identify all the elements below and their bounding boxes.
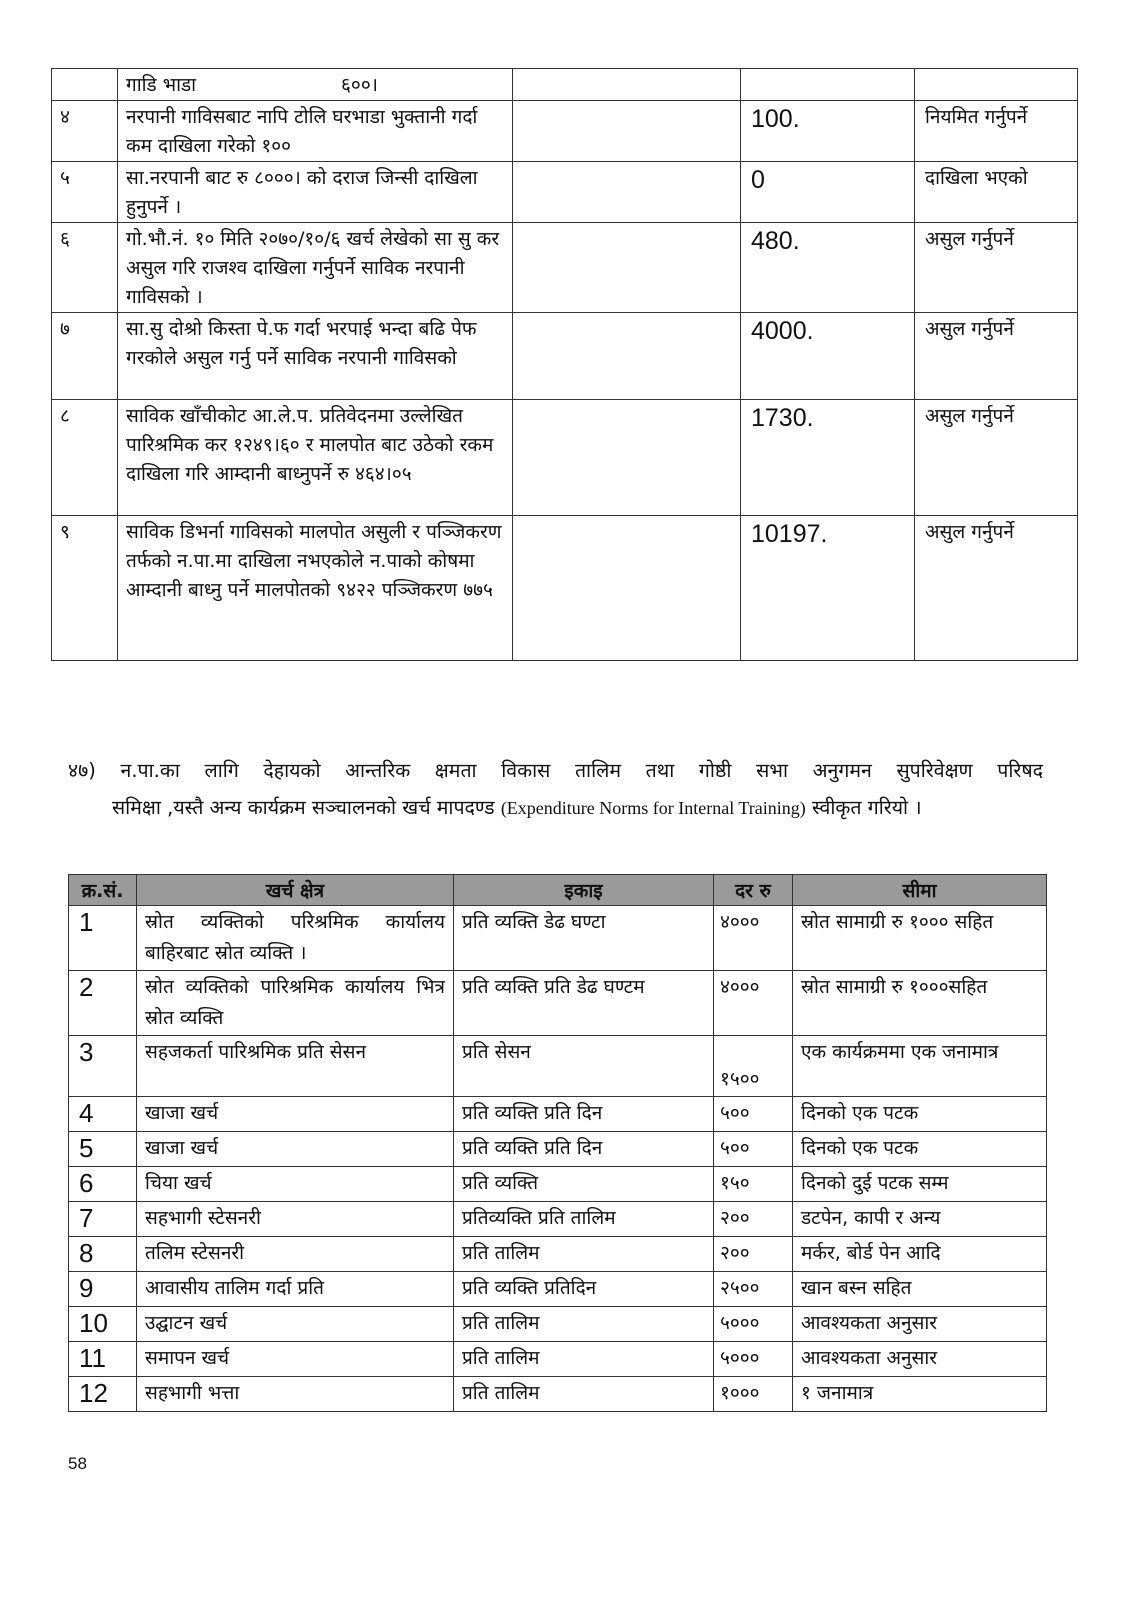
table-row	[69, 971, 1047, 1036]
finding-description: सा.नरपानी बाट रु ८०००। को दराज जिन्सी दाखिला हुनुपर्ने ।	[118, 162, 513, 223]
rate: ५०००	[714, 1342, 793, 1377]
expense-area: खाजा खर्च	[137, 1097, 454, 1132]
header-unit: इकाइ	[454, 875, 714, 906]
blank-cell	[513, 69, 741, 101]
rate: ५००	[714, 1132, 793, 1167]
expense-area: आवासीय तालिम गर्दा प्रति	[137, 1272, 454, 1307]
remark-cell: असुल गर्नुपर्ने	[915, 400, 1078, 516]
remark-cell: नियमित गर्नुपर्ने	[915, 101, 1078, 162]
rate: १५००	[714, 1036, 793, 1097]
expense-area: समापन खर्च	[137, 1342, 454, 1377]
header-expense-area: खर्च क्षेत्र	[137, 875, 454, 906]
serial-number: 9	[69, 1272, 137, 1307]
serial-number: 12	[69, 1377, 137, 1412]
serial-number: 3	[69, 1036, 137, 1097]
unit: प्रति व्यक्ति डेढ घण्टा	[454, 906, 714, 971]
serial-number: 1	[69, 906, 137, 971]
unit: प्रति तालिम	[454, 1342, 714, 1377]
row-number: ४	[52, 101, 118, 162]
blank-cell	[513, 516, 741, 661]
unit: प्रति तालिम	[454, 1237, 714, 1272]
expense-area: चिया खर्च	[137, 1167, 454, 1202]
remark-cell: दाखिला भएको	[915, 162, 1078, 223]
row-number	[52, 69, 118, 101]
table-row	[69, 1132, 1047, 1167]
expense-area: सहजकर्ता पारिश्रमिक प्रति सेसन	[137, 1036, 454, 1097]
amount-cell: 10197.	[741, 516, 915, 661]
limit: दिनको दुई पटक सम्म	[793, 1167, 1047, 1202]
unit: प्रति व्यक्ति प्रतिदिन	[454, 1272, 714, 1307]
expense-area: उद्घाटन खर्च	[137, 1307, 454, 1342]
amount-cell: 100.	[741, 101, 915, 162]
unit: प्रति तालिम	[454, 1377, 714, 1412]
amount-cell: 0	[741, 162, 915, 223]
limit: डटपेन, कापी र अन्य	[793, 1202, 1047, 1237]
rate: ४०००	[714, 971, 793, 1036]
table-row	[69, 906, 1047, 971]
unit: प्रति सेसन	[454, 1036, 714, 1097]
table-row	[52, 162, 1078, 223]
unit: प्रति व्यक्ति प्रति दिन	[454, 1097, 714, 1132]
table-row	[69, 1237, 1047, 1272]
table-row	[69, 1272, 1047, 1307]
audit-findings-table	[51, 68, 1078, 661]
finding-description: साविक डिभर्ना गाविसको मालपोत असुली र पञ्जिकरण तर्फको न.पा.मा दाखिला नभएकोले न.पाको कोषमा आम्दानी बाध्नु पर्ने मालपोतको ९४२२ पञ्जिकरण ७७५	[118, 516, 513, 661]
table-row	[52, 69, 1078, 101]
header-rate: दर रु	[714, 875, 793, 906]
table-row	[52, 223, 1078, 313]
blank-cell	[513, 313, 741, 400]
amount-cell: 480.	[741, 223, 915, 313]
table-row	[69, 1377, 1047, 1412]
rate: २५००	[714, 1272, 793, 1307]
row-number: ८	[52, 400, 118, 516]
blank-cell	[513, 400, 741, 516]
blank-cell	[513, 101, 741, 162]
serial-number: 5	[69, 1132, 137, 1167]
rate: ४०००	[714, 906, 793, 971]
serial-number: 4	[69, 1097, 137, 1132]
remark-cell: असुल गर्नुपर्ने	[915, 313, 1078, 400]
blank-cell	[513, 223, 741, 313]
limit: मर्कर, बोर्ड पेन आदि	[793, 1237, 1047, 1272]
amount-cell	[741, 69, 915, 101]
expense-area: स्रोत व्यक्तिको परिश्रमिक कार्यालय बाहिरबाट स्रोत व्यक्ति ।	[137, 906, 454, 971]
table-row	[69, 1307, 1047, 1342]
remark-cell	[915, 69, 1078, 101]
finding-description: सा.सु दोश्रो किस्ता पे.फ गर्दा भरपाई भन्दा बढि पेफ गरकोले असुल गर्नु पर्ने साविक नरपानी गाविसको	[118, 313, 513, 400]
limit: आवश्यकता अनुसार	[793, 1307, 1047, 1342]
row-number: ६	[52, 223, 118, 313]
rate: १०००	[714, 1377, 793, 1412]
serial-number: 2	[69, 971, 137, 1036]
amount-cell: 1730.	[741, 400, 915, 516]
paragraph-text: समिक्षा ,यस्तै अन्य कार्यक्रम सञ्चालनको खर्च मापदण्ड	[112, 796, 501, 819]
limit: आवश्यकता अनुसार	[793, 1342, 1047, 1377]
finding-description: गो.भौ.नं. १० मिति २०७०/१०/६ खर्च लेखेको सा सु कर असुल गरि राजश्व दाखिला गर्नुपर्ने साविक नरपानी गाविसको ।	[118, 223, 513, 313]
limit: स्रोत सामाग्री रु १००० सहित	[793, 906, 1047, 971]
limit: दिनको एक पटक	[793, 1132, 1047, 1167]
table-row	[69, 1202, 1047, 1237]
table-header-row	[69, 875, 1047, 906]
paragraph-continuation	[68, 789, 1043, 827]
blank-cell	[513, 162, 741, 223]
table-row	[69, 1036, 1047, 1097]
header-sn: क्र.सं.	[69, 875, 137, 906]
rate: २००	[714, 1202, 793, 1237]
table-row	[52, 400, 1078, 516]
unit: प्रति व्यक्ति	[454, 1167, 714, 1202]
unit: प्रति तालिम	[454, 1307, 714, 1342]
limit: एक कार्यक्रममा एक जनामात्र	[793, 1036, 1047, 1097]
limit: १ जनामात्र	[793, 1377, 1047, 1412]
row-number: ५	[52, 162, 118, 223]
serial-number: 7	[69, 1202, 137, 1237]
expense-area: स्रोत व्यक्तिको पारिश्रमिक कार्यालय भित्र स्रोत व्यक्ति	[137, 971, 454, 1036]
finding-description: नरपानी गाविसबाट नापि टोलि घरभाडा भुक्तानी गर्दा कम दाखिला गरेको १००	[118, 101, 513, 162]
rate: ५००	[714, 1097, 793, 1132]
header-limit: सीमा	[793, 875, 1047, 906]
expense-area: सहभागी भत्ता	[137, 1377, 454, 1412]
paragraph-line-1: ४७) न.पा.का लागि देहायको आन्तरिक क्षमता विकास तालिम तथा गोष्ठी सभा अनुगमन सुपरिवेक्षण परिषद	[68, 759, 1043, 782]
table-row	[52, 313, 1078, 400]
remark-cell: असुल गर्नुपर्ने	[915, 223, 1078, 313]
expense-area: खाजा खर्च	[137, 1132, 454, 1167]
page-number: 58	[68, 1454, 87, 1473]
unit: प्रति व्यक्ति प्रति दिन	[454, 1132, 714, 1167]
row-number: ७	[52, 313, 118, 400]
remark-cell: असुल गर्नुपर्ने	[915, 516, 1078, 661]
table-row	[69, 1097, 1047, 1132]
finding-description: गाडि भाडा ६००।	[118, 69, 513, 101]
table-row	[69, 1342, 1047, 1377]
table-row	[52, 101, 1078, 162]
expense-area: सहभागी स्टेसनरी	[137, 1202, 454, 1237]
unit: प्रति व्यक्ति प्रति डेढ घण्टम	[454, 971, 714, 1036]
resolution-paragraph	[68, 752, 1043, 827]
rate: २००	[714, 1237, 793, 1272]
finding-description: साविक खाँचीकोट आ.ले.प. प्रतिवेदनमा उल्लेखित पारिश्रमिक कर १२४९।६० र मालपोत बाट उठेको रकम दाखिला गरि आम्दानी बाध्नुपर्ने रु ४६४।०५	[118, 400, 513, 516]
expenditure-norms-table	[68, 874, 1047, 1412]
amount-cell: 4000.	[741, 313, 915, 400]
serial-number: 6	[69, 1167, 137, 1202]
paragraph-english-term: (Expenditure Norms for Internal Training)	[500, 798, 806, 818]
limit: दिनको एक पटक	[793, 1097, 1047, 1132]
rate: १५०	[714, 1167, 793, 1202]
unit: प्रतिव्यक्ति प्रति तालिम	[454, 1202, 714, 1237]
row-number: ९	[52, 516, 118, 661]
limit: स्रोत सामाग्री रु १०००सहित	[793, 971, 1047, 1036]
table-row	[52, 516, 1078, 661]
paragraph-text-end: स्वीकृत गरियो ।	[805, 796, 922, 819]
serial-number: 8	[69, 1237, 137, 1272]
serial-number: 10	[69, 1307, 137, 1342]
expense-area: तलिम स्टेसनरी	[137, 1237, 454, 1272]
rate: ५०००	[714, 1307, 793, 1342]
limit: खान बस्न सहित	[793, 1272, 1047, 1307]
serial-number: 11	[69, 1342, 137, 1377]
table-row	[69, 1167, 1047, 1202]
